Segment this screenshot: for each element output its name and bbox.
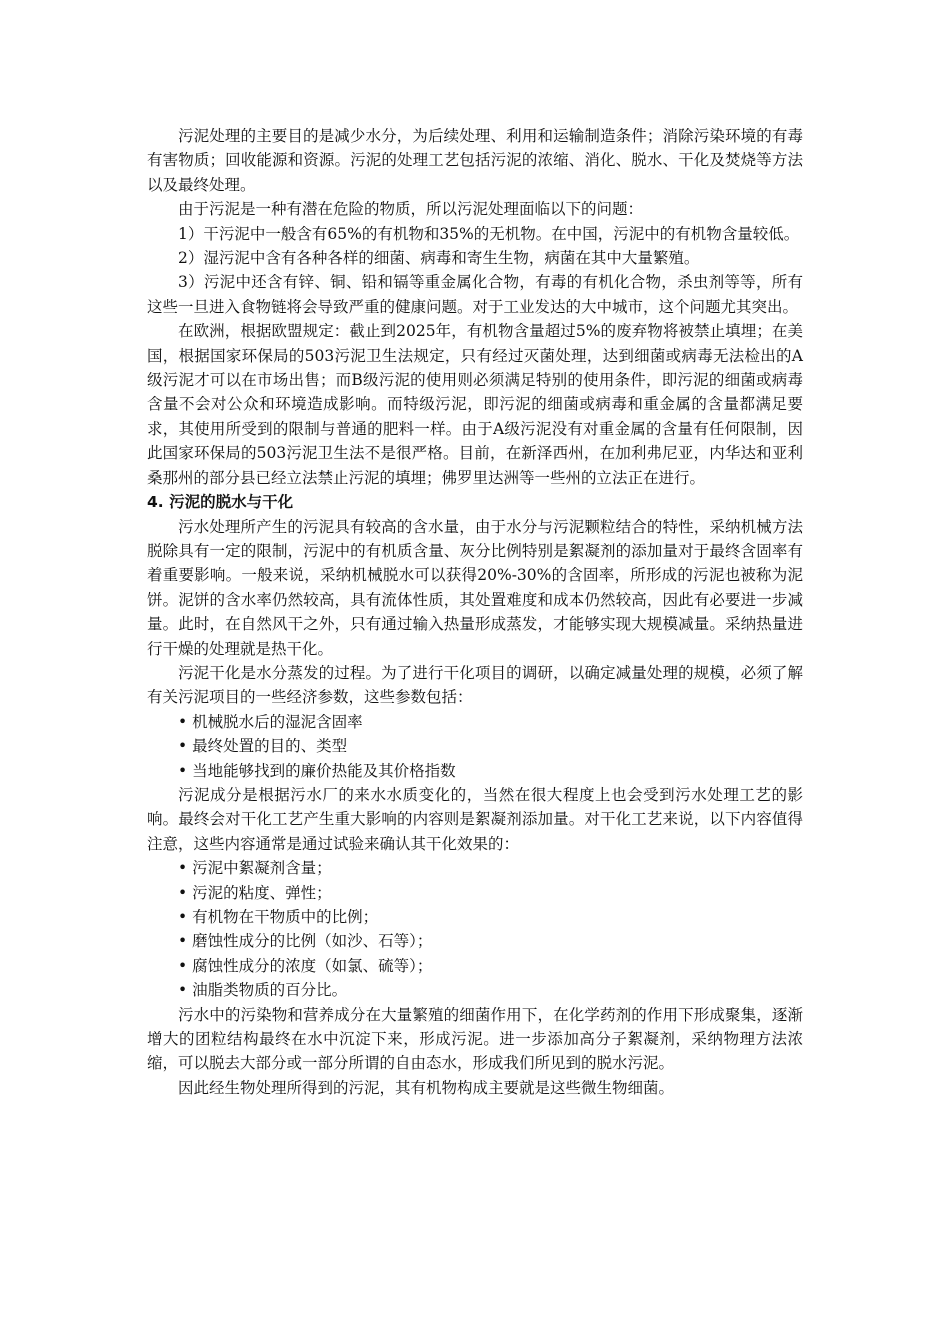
paragraph-dewatering: 污水处理所产生的污泥具有较高的含水量，由于水分与污泥颗粒结合的特性，采纳机械方法脱除具有一定的限制，污泥中的有机质含量、灰分比例特别是絮凝剂的添加量对于最终含固率有着重要影响。一般来说，采纳机械脱水可以获得20%-30%的含固率，所形成的污泥也被称为泥饼。泥饼的含水率仍然较高，具有流体性质，其处置难度和成本仍然较高，因此有必要进一步减量。此时，在自然风干之外，只有通过输入热量形成蒸发，才能够实现大规模减量。采纳热量进行干燥的处理就是热干化。 bbox=[147, 517, 803, 658]
list-item-param-2: • 最终处置的目的、类型 bbox=[178, 737, 348, 756]
paragraph-treatment-purpose: 污泥处理的主要目的是减少水分，为后续处理、利用和运输制造条件；消除污染环境的有毒有害物质；回收能源和资源。污泥的处理工艺包括污泥的浓缩、消化、脱水、干化及焚烧等方法以及最终处理。 bbox=[147, 127, 803, 194]
paragraph-sludge-formation: 污水中的污染物和营养成分在大量繁殖的细菌作用下，在化学药剂的作用下形成聚集，逐渐增大的团粒结构最终在水中沉淀下来，形成污泥。进一步添加高分子絮凝剂，采纳物理方法浓缩，可以脱去大部分或一部分所谓的自由态水，形成我们所见到的脱水污泥。 bbox=[147, 1005, 803, 1073]
problem-item-3: 3）污泥中还含有锌、铜、铅和镉等重金属化合物，有毒的有机化合物，杀虫剂等等，所有这些一旦进入食物链将会导致严重的健康问题。对于工业发达的大中城市，这个问题尤其突出。 bbox=[147, 273, 803, 316]
problem-item-1: 1）干污泥中一般含有65%的有机物和35%的无机物。在中国，污泥中的有机物含量较低。 bbox=[178, 224, 800, 243]
paragraph-composition: 污泥成分是根据污水厂的来水水质变化的，当然在很大程度上也会受到污水处理工艺的影响。最终会对干化工艺产生重大影响的内容则是絮凝剂添加量。对干化工艺来说，以下内容值得注意，这些内容通常是通过试验来确认其干化效果的： bbox=[147, 785, 803, 853]
paragraph-regulations: 在欧洲，根据欧盟规定：截止到2025年，有机物含量超过5%的废弃物将被禁止填埋；在美国，根据国家环保局的503污泥卫生法规定，只有经过灭菌处理，达到细菌或病毒无法检出的A级污泥才可以在市场出售；而B级污泥的使用则必须满足特别的使用条件，即污泥的细菌或病毒含量不会对公众和环境造成影响。而特级污泥，即污泥的细菌或病毒和重金属的含量都满足要求，其使用所受到的限制与普通的肥料一样。由于A级污泥没有对重金属的含量有任何限制，因此国家环保局的503污泥卫生法不是很严格。目前，在新泽西州，在加利弗尼亚，内华达和亚利桑那州的部分县已经立法禁止污泥的填埋；佛罗里达洲等一些州的立法正在进行。 bbox=[147, 322, 804, 487]
list-item-factor-4: • 磨蚀性成分的比例（如沙、石等）； bbox=[178, 932, 433, 951]
list-item-factor-1: • 污泥中絮凝剂含量； bbox=[178, 859, 332, 878]
list-item-factor-5: • 腐蚀性成分的浓度（如氯、硫等）； bbox=[178, 956, 433, 975]
list-item-factor-6: • 油脂类物质的百分比。 bbox=[178, 981, 348, 1000]
document-body bbox=[147, 124, 803, 1100]
list-item-factor-3: • 有机物在干物质中的比例； bbox=[178, 908, 379, 926]
list-item-param-3: • 当地能够找到的廉价热能及其价格指数 bbox=[178, 761, 456, 780]
problem-item-2: 2）湿污泥中含有各种各样的细菌、病毒和寄生生物，病菌在其中大量繁殖。 bbox=[178, 249, 700, 268]
list-item-param-1: • 机械脱水后的湿泥含固率 bbox=[178, 712, 363, 731]
paragraph-conclusion: 因此经生物处理所得到的污泥，其有机物构成主要就是这些微生物细菌。 bbox=[178, 1078, 675, 1097]
paragraph-problems-intro: 由于污泥是一种有潜在危险的物质，所以污泥处理面临以下的问题： bbox=[178, 200, 644, 219]
list-item-factor-2: • 污泥的粘度、弹性； bbox=[178, 883, 332, 902]
paragraph-drying-params: 污泥干化是水分蒸发的过程。为了进行干化项目的调研，以确定减量处理的规模，必须了解有关污泥项目的一些经济参数，这些参数包括： bbox=[147, 663, 803, 707]
section-heading: 4. 污泥的脱水与干化 bbox=[147, 493, 294, 512]
